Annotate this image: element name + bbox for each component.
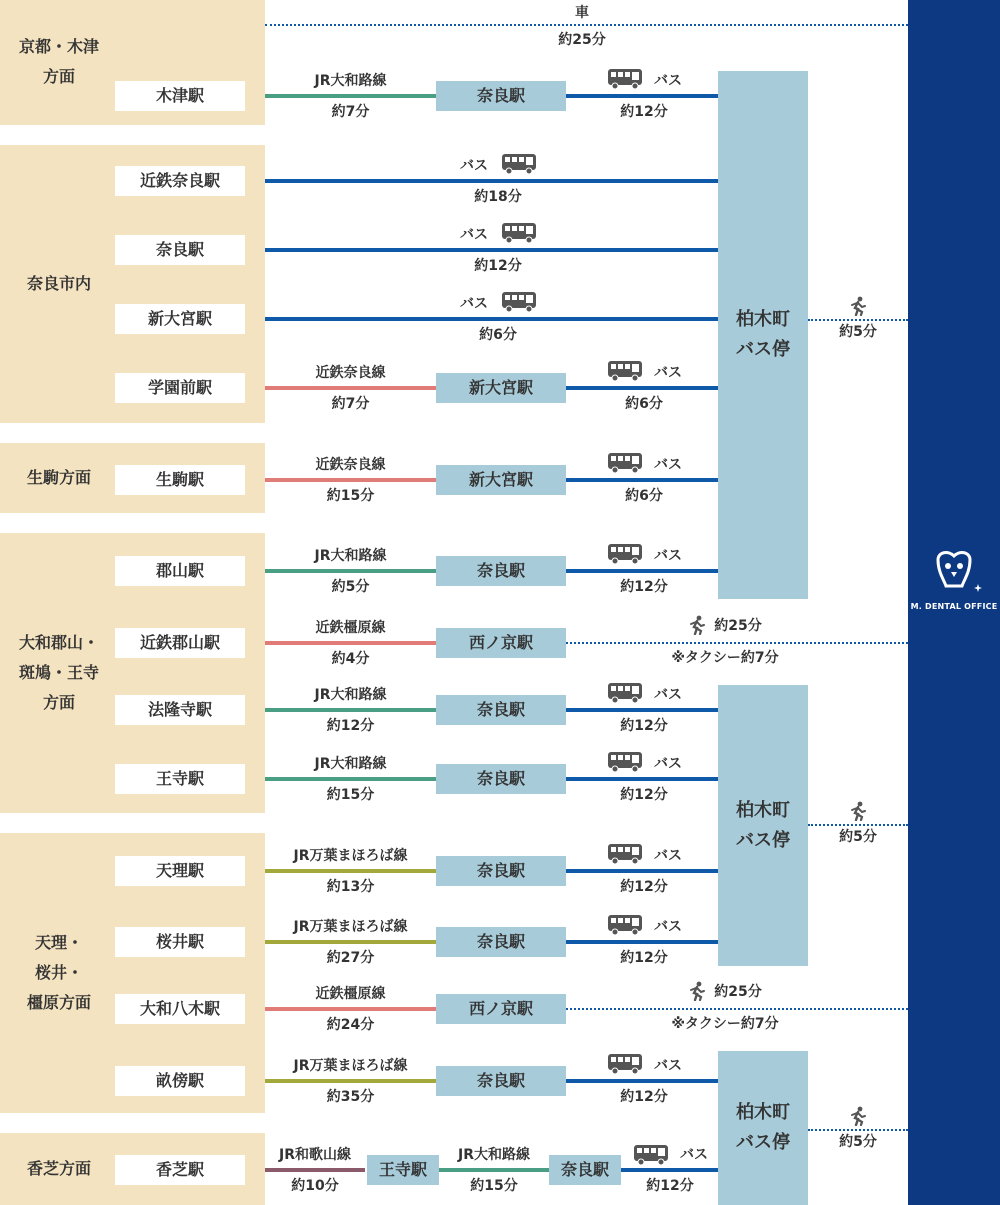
bus-icon: [607, 751, 643, 773]
rail-line-time: 約24分: [326, 1017, 375, 1033]
bus-line: [265, 179, 718, 183]
bus-icon: [607, 543, 643, 565]
rail-line-label: 近鉄奈良線: [315, 365, 386, 381]
rail-line-time: 約7分: [331, 104, 370, 120]
area-label-kashiba: 香芝方面: [26, 1159, 91, 1178]
rail-line: [265, 478, 436, 482]
transfer-station-box: 奈良駅: [436, 556, 566, 586]
rail-line-label: JR大和路線: [458, 1147, 530, 1163]
station-box: 奈良駅: [115, 235, 245, 265]
transfer-station-box: 奈良駅: [436, 695, 566, 725]
walk-icon: [688, 981, 706, 1001]
bus-label: バス: [654, 919, 682, 935]
area-label-tenri-sakurai: 天理・ 桜井・ 橿原方面: [26, 933, 91, 1012]
rail-line-time: 約5分: [331, 579, 370, 595]
station-box: 桜井駅: [115, 927, 245, 957]
bus-label: バス: [654, 73, 682, 89]
rail-line-time: 約12分: [326, 718, 375, 734]
transfer-station-box: 新大宮駅: [436, 373, 566, 403]
rail-line-time: 約4分: [331, 651, 370, 667]
walk-icon: [849, 1106, 867, 1126]
rail-line: [265, 94, 436, 98]
bus-time: 約12分: [620, 718, 668, 734]
station-box: 新大宮駅: [115, 304, 245, 334]
bus-time: 約6分: [625, 488, 663, 504]
bus-label: バス: [460, 158, 488, 174]
rail-line-time: 約13分: [326, 879, 375, 895]
bus-line: [566, 94, 718, 98]
rail-line: [265, 569, 436, 573]
bus-line: [566, 1079, 718, 1083]
area-label-yamatokoriyama: 大和郡山・ 斑鳩・王寺 方面: [18, 633, 99, 712]
rail-line-label: JR大和路線: [314, 548, 387, 564]
station-box: 近鉄奈良駅: [115, 166, 245, 196]
bus-time: 約12分: [620, 104, 668, 120]
station-box: 大和八木駅: [115, 994, 245, 1024]
bus-icon: [607, 68, 643, 90]
walk-route-line: [566, 1008, 908, 1010]
transfer-station-box: 奈良駅: [549, 1155, 621, 1185]
bus-label: バス: [460, 296, 488, 312]
rail-line-label: 近鉄奈良線: [315, 457, 386, 473]
station-box: 木津駅: [115, 81, 245, 111]
bus-time: 約12分: [620, 787, 668, 803]
rail-line-time: 約7分: [331, 396, 370, 412]
bus-time: 約12分: [620, 879, 668, 895]
transfer-station-box: 奈良駅: [436, 1066, 566, 1096]
bus-line: [566, 569, 718, 573]
bus-label: バス: [654, 548, 682, 564]
taxi-note: ※タクシー約7分: [671, 650, 779, 666]
area-label-nara-city: 奈良市内: [26, 274, 91, 293]
station-box: 王寺駅: [115, 764, 245, 794]
rail-line-time: 約15分: [326, 787, 375, 803]
bus-time: 約12分: [646, 1178, 694, 1194]
transfer-station-box: 奈良駅: [436, 856, 566, 886]
bus-stop-kashiwagicho-3: [718, 1051, 808, 1205]
bus-time: 約12分: [620, 579, 668, 595]
rail-line: [265, 1079, 436, 1083]
bus-label: バス: [680, 1147, 708, 1163]
transfer-station-box: 西ノ京駅: [436, 994, 566, 1024]
bus-icon: [633, 1144, 669, 1166]
bus-label: バス: [460, 227, 488, 243]
rail-line: [265, 1007, 436, 1011]
bus-icon: [607, 452, 643, 474]
bus-label: バス: [654, 365, 682, 381]
bus-label: バス: [654, 1058, 682, 1074]
rail-line: [265, 386, 436, 390]
transfer-station-box: 王寺駅: [367, 1155, 439, 1185]
bus-line: [566, 386, 718, 390]
rail-line-time: 約15分: [326, 488, 375, 504]
bus-line: [566, 940, 718, 944]
bus-icon: [501, 291, 537, 313]
area-label-kyoto-kizu: 京都・木津 方面: [18, 37, 99, 86]
station-box: 香芝駅: [115, 1155, 245, 1185]
rail-line: [265, 940, 436, 944]
car-mode-label: 車: [575, 5, 589, 21]
bus-line: [265, 248, 718, 252]
rail-line-label: JR大和路線: [314, 756, 387, 772]
walk-time-3: 約5分: [839, 1134, 877, 1150]
rail-line-time: 約27分: [326, 950, 375, 966]
bus-stop-label: 柏木町 バス停: [736, 309, 790, 360]
station-box: 近鉄郡山駅: [115, 628, 245, 658]
bus-time: 約6分: [479, 327, 517, 343]
car-time-label: 約25分: [558, 32, 606, 48]
logo-text: M. DENTAL OFFICE: [910, 602, 998, 611]
rail-line: [265, 869, 436, 873]
station-box: 天理駅: [115, 856, 245, 886]
bus-icon: [607, 682, 643, 704]
bus-stop-label: 柏木町 バス停: [736, 1102, 790, 1153]
car-route-line: [265, 24, 908, 26]
station-box: 郡山駅: [115, 556, 245, 586]
transfer-station-box: 奈良駅: [436, 764, 566, 794]
rail-line-time: 約10分: [291, 1178, 339, 1194]
bus-line: [566, 777, 718, 781]
walk-line-1: [808, 319, 908, 321]
bus-label: バス: [654, 457, 682, 473]
rail-line: [439, 1168, 549, 1172]
transfer-station-box: 奈良駅: [436, 927, 566, 957]
walk-time: 約25分: [714, 984, 762, 1000]
bus-time: 約12分: [620, 950, 668, 966]
rail-line-label: JR和歌山線: [279, 1147, 351, 1163]
rail-line-label: JR万葉まほろば線: [293, 848, 408, 864]
rail-line-label: JR万葉まほろば線: [293, 919, 408, 935]
taxi-note: ※タクシー約7分: [671, 1016, 779, 1032]
bus-label: バス: [654, 756, 682, 772]
bus-stop-kashiwagicho-1: [718, 71, 808, 599]
rail-line-label: JR大和路線: [314, 73, 387, 89]
bus-icon: [501, 153, 537, 175]
walk-time-2: 約5分: [839, 829, 877, 845]
rail-line: [265, 777, 436, 781]
rail-line-label: 近鉄橿原線: [315, 986, 386, 1002]
bus-icon: [607, 914, 643, 936]
bus-stop-label: 柏木町 バス停: [736, 799, 790, 851]
walk-line-2: [808, 824, 908, 826]
station-box: 畝傍駅: [115, 1066, 245, 1096]
walk-icon: [688, 615, 706, 635]
rail-line-label: 近鉄橿原線: [315, 620, 386, 636]
bus-line: [265, 317, 718, 321]
bus-line: [566, 478, 718, 482]
rail-line: [265, 641, 436, 645]
rail-line-time: 約15分: [470, 1178, 518, 1194]
bus-icon: [607, 843, 643, 865]
station-box: 生駒駅: [115, 465, 245, 495]
bus-icon: [607, 360, 643, 382]
station-box: 法隆寺駅: [115, 695, 245, 725]
rail-line: [265, 1168, 365, 1172]
rail-line-label: JR万葉まほろば線: [293, 1058, 408, 1074]
bus-line: [566, 708, 718, 712]
transfer-station-box: 新大宮駅: [436, 465, 566, 495]
bus-time: 約18分: [474, 189, 522, 205]
bus-stop-kashiwagicho-2: [718, 685, 808, 966]
bus-time: 約12分: [620, 1089, 668, 1105]
bus-icon: [501, 222, 537, 244]
bus-icon: [607, 1053, 643, 1075]
transfer-station-box: 西ノ京駅: [436, 628, 566, 658]
station-box: 学園前駅: [115, 373, 245, 403]
walk-line-3: [808, 1129, 908, 1131]
walk-time: 約25分: [714, 618, 762, 634]
transfer-station-box: 奈良駅: [436, 81, 566, 111]
bus-time: 約12分: [474, 258, 522, 274]
bus-label: バス: [654, 687, 682, 703]
rail-line: [265, 708, 436, 712]
bus-label: バス: [654, 848, 682, 864]
bus-line: [621, 1168, 718, 1172]
area-label-ikoma: 生駒方面: [26, 468, 91, 487]
bus-line: [566, 869, 718, 873]
walk-icon: [849, 296, 867, 316]
rail-line-label: JR大和路線: [314, 687, 387, 703]
walk-time-1: 約5分: [839, 324, 877, 340]
rail-line-time: 約35分: [326, 1089, 375, 1105]
bus-time: 約6分: [625, 396, 663, 412]
walk-route-line: [566, 642, 908, 644]
walk-icon: [849, 801, 867, 821]
